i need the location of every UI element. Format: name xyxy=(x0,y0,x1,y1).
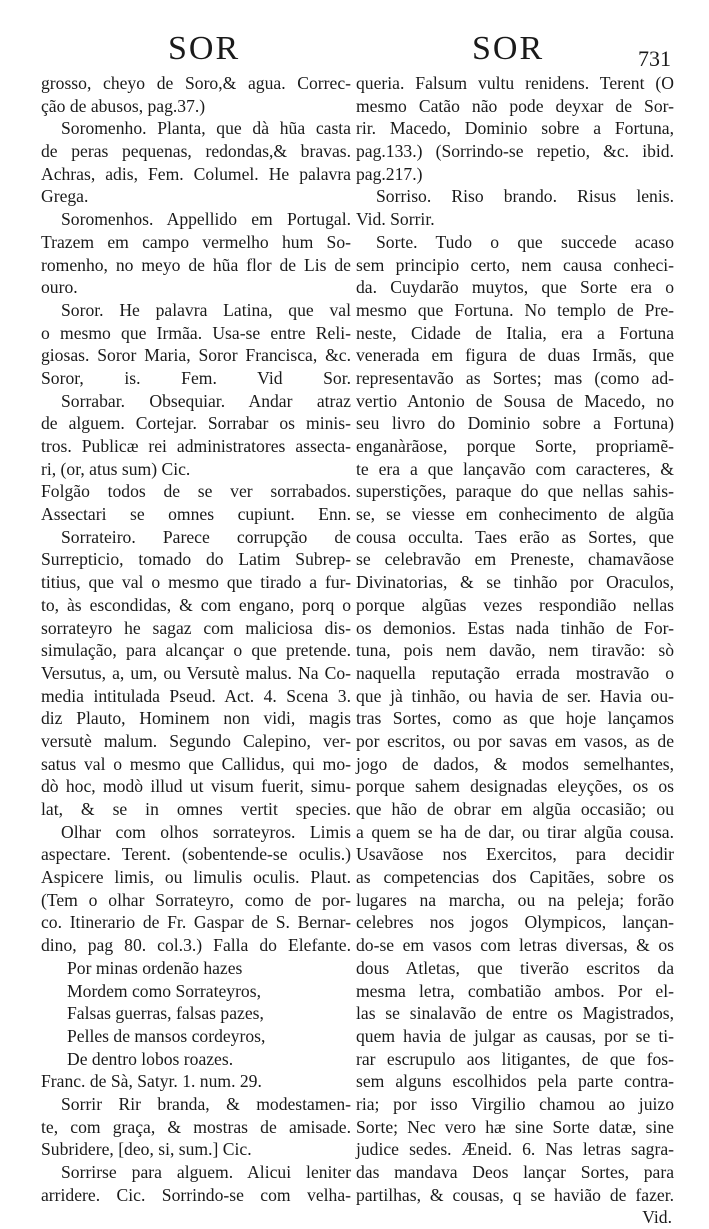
right-text-line: por escritos, ou por savas em vasos, as de xyxy=(356,730,674,751)
left-text-line: dò hoc, modò illud ut visum fuerit, simu- xyxy=(41,776,351,797)
right-text-line: mesma letra, combatião ambos. Por el- xyxy=(356,980,674,1001)
left-text-line: lat, & se in omnes vertit species. xyxy=(41,799,351,819)
left-text-line: to, às escondidas, & com engano, porq o xyxy=(41,594,351,615)
left-text-line: (Tem o olhar Sorrateyro, como de por- xyxy=(41,889,351,910)
left-text-line: de peras pequenas, redondas,& bravas. xyxy=(41,141,351,162)
right-text-line: venerada em figura de duas Irmãs, que xyxy=(356,345,674,366)
left-column xyxy=(41,72,351,1206)
left-text-line: aspectare. Terent. (sobentende-se oculis.) xyxy=(41,844,351,865)
right-text-line: mesmo que Fortuna. No templo de Pre- xyxy=(356,299,674,320)
left-text-line: o mesmo que Irmãa. Usa-se entre Reli- xyxy=(41,322,351,343)
right-text-line: sem alguns escolhidos pela parte contra- xyxy=(356,1071,674,1092)
left-text-line: satus val o mesmo que Callidus, qui mo- xyxy=(41,753,351,774)
left-text-line: Soromenho. Planta, que dà hũa casta xyxy=(61,118,351,139)
left-text-line: arridere. Cic. Sorrindo-se com velha- xyxy=(41,1184,351,1205)
right-text-line: rar escrupulo aos litigantes, de que fos- xyxy=(356,1048,674,1069)
right-text-line: Vid. Sorrir. xyxy=(356,209,435,230)
left-text-line: te, com graça, & mostras de amisade. xyxy=(41,1116,351,1137)
left-text-line: Assectari se omnes cupiunt. Enn. xyxy=(41,504,351,525)
right-text-line: Sorte; Nec vero hæ sine Sorte datæ, sine xyxy=(356,1116,674,1137)
left-text-line: Franc. de Sà, Satyr. 1. num. 29. xyxy=(41,1071,262,1092)
right-text-line: naquella reputação errada mostravão o xyxy=(356,662,674,683)
left-text-line: Soror, is. Fem. Vid Sor. xyxy=(41,367,351,388)
right-text-line: tuna, pois nem davão, nem tiravão: sò xyxy=(356,640,674,661)
right-text-line: dous Atletas, que tiverão escritos da xyxy=(356,957,674,978)
left-text-line: Sorrateiro. Parece corrupção de xyxy=(61,526,351,547)
left-text-line: Mordem como Sorrateyros, xyxy=(67,980,261,1001)
left-text-line: Sorrirse para alguem. Alicui leniter xyxy=(61,1162,351,1182)
left-text-line: versutè malum. Segundo Calepino, ver- xyxy=(41,730,351,751)
right-text-line: da. Cuydarão muytos, que Sorte era o xyxy=(356,277,674,298)
right-text-line: mesmo Catão não pode deyxar de Sor- xyxy=(356,95,674,116)
left-text-line: Versutus, a, um, ou Versutè malus. Na Co- xyxy=(41,662,351,683)
left-text-line: simulação, para alcançar o que pretende. xyxy=(41,640,351,661)
left-text-line: co. Itinerario de Fr. Gaspar de S. Bernar- xyxy=(41,912,351,933)
left-text-line: romenho, no meyo de hũa flor de Lis de xyxy=(41,254,351,275)
right-text-line: te era a que lançavão com caracteres, & xyxy=(356,458,674,479)
left-text-line: tros. Publicæ rei administratores assecta- xyxy=(41,436,351,456)
left-text-line: giosas. Soror Maria, Soror Francisca, &c. xyxy=(41,345,351,366)
left-text-line: Soror. He palavra Latina, que val xyxy=(61,299,351,320)
right-text-line: sem principio certo, nem causa conheci- xyxy=(356,254,674,275)
left-text-line: diz Plauto, Hominem non vidi, magis xyxy=(41,708,351,729)
left-text-line: Por minas ordenão hazes xyxy=(67,957,243,978)
left-text-line: de alguem. Cortejar. Sorrabar os minis- xyxy=(41,413,351,434)
right-text-line: seu livro do Dominio sobre a Fortuna) xyxy=(356,413,674,434)
running-head-right: SOR xyxy=(472,30,545,67)
right-text-line: do-se em vasos com letras diversas, & os xyxy=(356,935,674,956)
left-text-line: Pelles de mansos cordeyros, xyxy=(67,1025,266,1046)
right-text-line: se, se viesse em conhecimento de algũa xyxy=(356,504,674,525)
right-text-line: Sorriso. Riso brando. Risus lenis. xyxy=(376,186,674,207)
right-text-line: celebres nos jogos Olympicos, lançan- xyxy=(356,912,674,933)
right-text-line: as competencias dos Capitães, sobre os xyxy=(356,867,674,888)
right-text-line: quem havia de julgar as causas, por se ti- xyxy=(356,1025,674,1046)
right-text-line: ria; por isso Virgilio chamou ao juizo xyxy=(356,1093,674,1114)
left-text-line: Trazem em campo vermelho hum So- xyxy=(41,231,351,252)
right-text-line: cousa occulta. Taes erão as Sortes, que xyxy=(356,526,674,547)
left-text-line: ção de abusos, pag.37.) xyxy=(41,95,206,116)
right-text-line: partilhas, & cousas, q se havião de fazer. xyxy=(356,1184,674,1205)
right-text-line: lugares na marcha, ou na peleja; forão xyxy=(356,889,674,910)
right-text-line: porque sahem designadas eleyções, os os xyxy=(356,776,674,797)
right-text-line: tras Sortes, como as que hoje lançamos xyxy=(356,708,674,729)
right-text-line: que jà tinhão, ou havia de ser. Havia ou- xyxy=(356,685,674,706)
right-text-line: das mandava Deos lançar Sortes, para xyxy=(356,1162,674,1182)
left-text-line: De dentro lobos roazes. xyxy=(67,1048,234,1069)
left-text-line: grosso, cheyo de Soro,& agua. Correc- xyxy=(41,73,351,93)
left-text-line: Surrepticio, tomado do Latim Subrep- xyxy=(41,549,351,570)
right-text-line: pag.133.) (Sorrindo-se repetio, &c. ibid. xyxy=(356,141,674,162)
right-text-line: jogo de dados, & modos semelhantes, xyxy=(356,753,674,774)
left-text-line: titius, que val o mesmo que tirado a fur- xyxy=(41,572,351,593)
right-text-line: las se sinalavão de entre os Magistrados, xyxy=(356,1003,674,1024)
left-text-line: Grega. xyxy=(41,186,89,207)
right-text-line: Divinatorias, & se tinhão por Oraculos, xyxy=(356,572,674,593)
right-text-line: a quem se ha de dar, ou tirar algũa cousa. xyxy=(356,821,674,842)
right-text-line: representavão as Sortes; mas (como ad- xyxy=(356,367,674,388)
right-text-line: Usavãose nos Exercitos, para decidir xyxy=(356,844,674,865)
left-text-line: Folgão todos de se ver sorrabados. xyxy=(41,481,351,502)
left-text-line: Achras, adis, Fem. Columel. He palavra xyxy=(41,163,351,184)
right-text-line: pag.217.) xyxy=(356,163,423,184)
right-text-line: Vid. xyxy=(642,1207,672,1228)
right-text-line: superstições, paraque do que nellas sahis- xyxy=(356,481,674,502)
page-number: 731 xyxy=(638,46,671,71)
left-text-line: Subridere, [deo, si, sum.] Cic. xyxy=(41,1139,252,1160)
left-text-line: Aspicere limis, ou limulis oculis. Plaut. xyxy=(41,867,351,888)
right-text-line: os demonios. Estas nada tinhão de For- xyxy=(356,617,674,638)
left-text-line: Olhar com olhos sorrateyros. Limis xyxy=(61,821,351,842)
right-text-line: neste, Cidade de Italia, era a Fortuna xyxy=(356,322,674,343)
right-text-line: que hão de obrar em algũa occasião; ou xyxy=(356,799,674,819)
left-text-line: ouro. xyxy=(41,277,78,298)
left-text-line: dino, pag 80. col.3.) Falla do Elefante. xyxy=(41,935,351,956)
right-text-line: judice sedes. Æneid. 6. Nas letras sagra- xyxy=(356,1139,674,1160)
right-text-line: Sorte. Tudo o que succede acaso xyxy=(376,231,674,252)
left-text-line: Sorrir Rir branda, & modestamen- xyxy=(61,1093,351,1114)
right-column xyxy=(356,72,674,1229)
right-text-line: queria. Falsum vultu renidens. Terent (O xyxy=(356,73,674,93)
right-text-line: vertio Antonio de Sousa de Macedo, no xyxy=(356,390,674,411)
right-text-line: enganàrãose, porque Sorte, propriamẽ- xyxy=(356,436,674,456)
left-text-line: sorrateyro he sagaz com maliciosa dis- xyxy=(41,617,351,638)
left-text-line: Sorrabar. Obsequiar. Andar atraz xyxy=(61,390,351,411)
left-text-line: Soromenhos. Appellido em Portugal. xyxy=(61,209,351,230)
right-text-line: rir. Macedo, Dominio sobre a Fortuna, xyxy=(356,118,674,139)
left-text-line: media intitulada Pseud. Act. 4. Scena 3. xyxy=(41,685,351,706)
right-text-line: porque algũas vezes respondião nellas xyxy=(356,594,674,615)
running-head-left: SOR xyxy=(168,30,241,67)
right-text-line: se celebravão em Preneste, chamavãose xyxy=(356,549,674,570)
left-text-line: Falsas guerras, falsas pazes, xyxy=(67,1003,264,1024)
left-text-line: ri, (or, atus sum) Cic. xyxy=(41,458,191,479)
